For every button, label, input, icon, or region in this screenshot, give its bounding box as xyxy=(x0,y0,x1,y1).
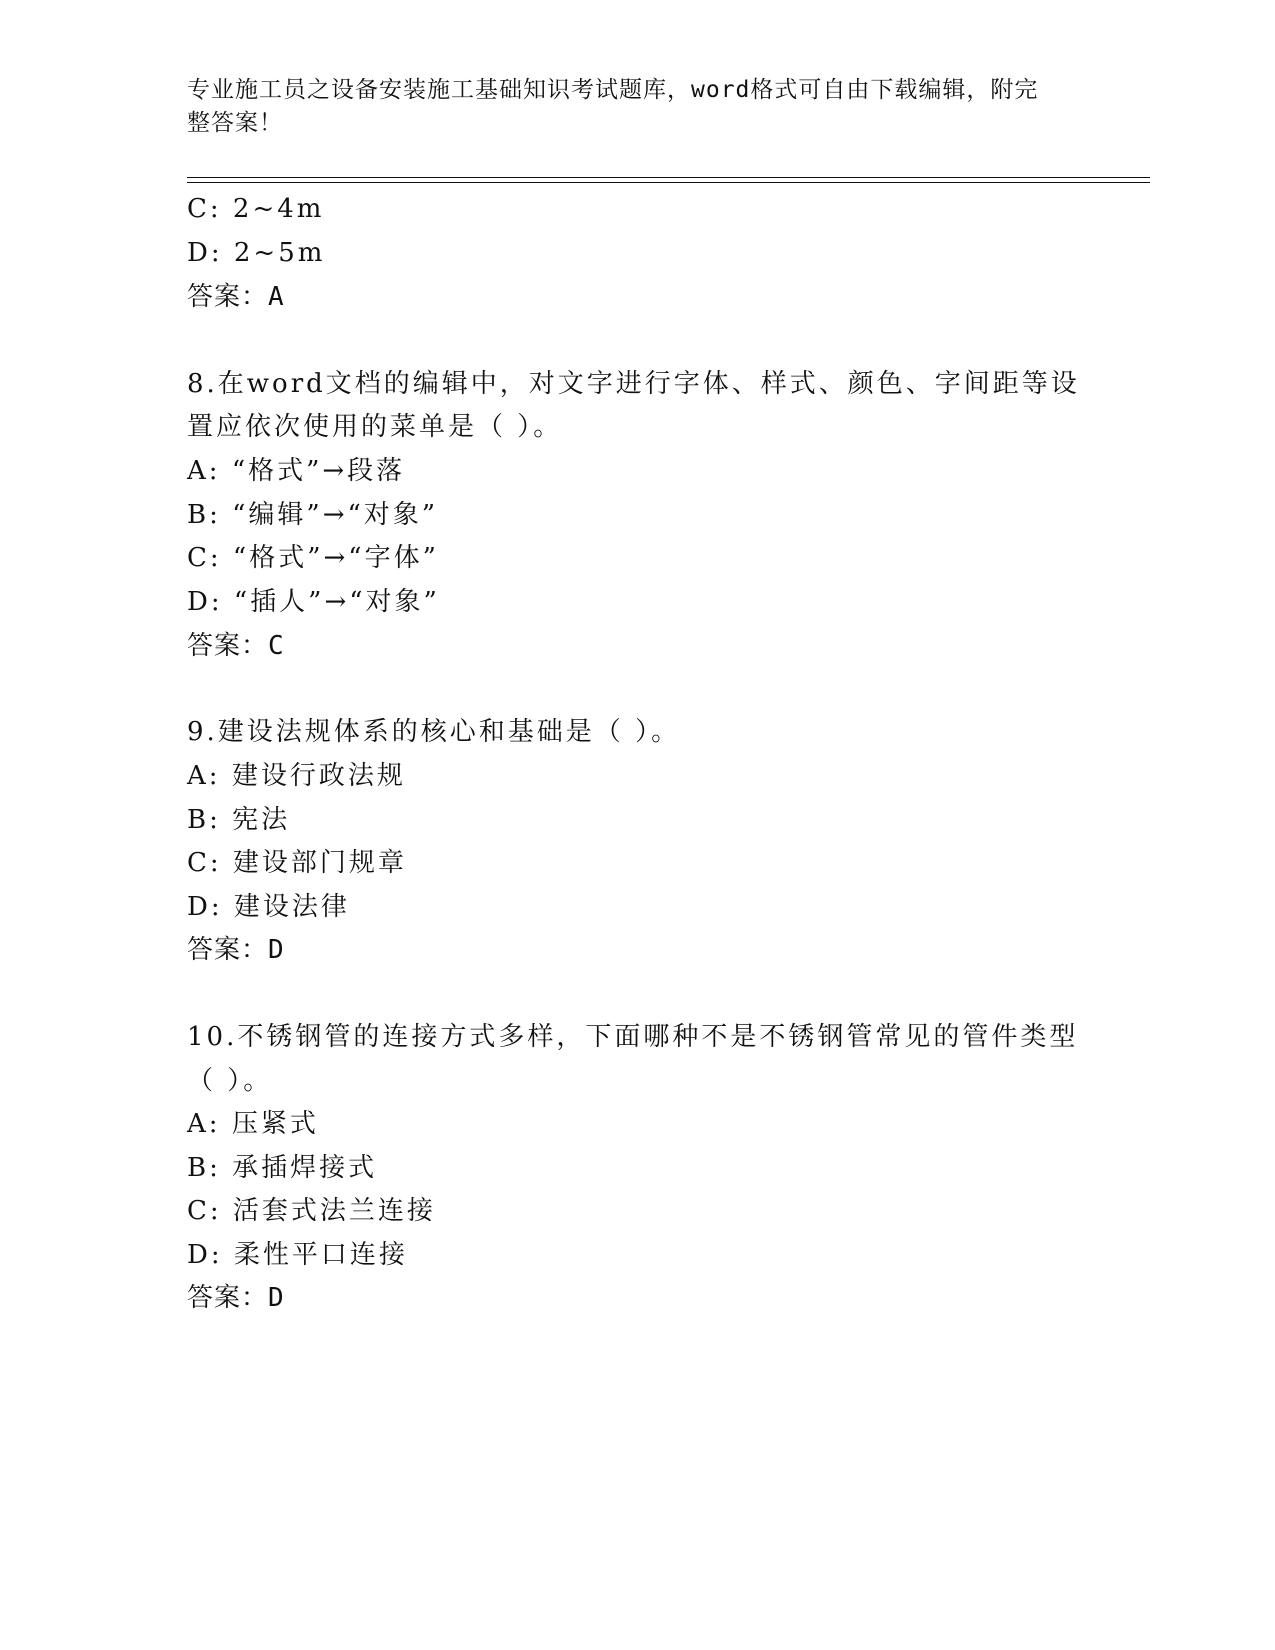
q9-option-d xyxy=(187,890,350,924)
option-text: “插人”→“对象” xyxy=(233,587,440,617)
option-label: A: xyxy=(187,1109,221,1139)
q8-option-c xyxy=(187,541,439,575)
option-label: A: xyxy=(187,761,221,791)
option-label: B: xyxy=(187,805,221,835)
q8-answer xyxy=(187,629,285,663)
q9-option-a xyxy=(187,759,406,793)
option-label: C: xyxy=(187,1196,222,1226)
answer-label: 答案： xyxy=(187,935,269,965)
q10-answer xyxy=(187,1281,285,1315)
option-text: 建设行政法规 xyxy=(231,761,406,791)
option-text: “编辑”→“对象” xyxy=(232,500,439,530)
q9-option-c xyxy=(187,846,407,880)
option-text: 承插焊接式 xyxy=(232,1153,378,1183)
option-label: D: xyxy=(187,892,223,922)
header-divider-bottom xyxy=(187,182,1150,183)
q9-stem-line-1: 9.建设法规体系的核心和基础是（ ）。 xyxy=(187,717,681,747)
option-text: 活套式法兰连接 xyxy=(232,1196,436,1226)
q7-option-d xyxy=(187,236,325,270)
option-label: D: xyxy=(187,238,223,268)
option-text: 2~5m xyxy=(233,238,326,268)
option-label: D: xyxy=(187,1240,223,1270)
q10-option-d xyxy=(187,1238,408,1272)
answer-label: 答案： xyxy=(187,1283,269,1313)
option-label: D: xyxy=(187,587,223,617)
answer-label: 答案： xyxy=(187,282,269,312)
option-text: 宪法 xyxy=(232,805,291,835)
q9-answer xyxy=(187,933,285,967)
option-label: A: xyxy=(187,456,221,486)
option-text: 压紧式 xyxy=(231,1109,319,1139)
option-label: C: xyxy=(187,543,222,573)
answer-value: C xyxy=(268,631,285,661)
answer-value: A xyxy=(268,282,285,312)
option-text: 建设法律 xyxy=(233,892,350,922)
option-text: “格式”→段落 xyxy=(231,456,406,486)
q8-stem-line-2: 置应依次使用的菜单是（ ）。 xyxy=(187,412,563,442)
header-title-line-1: 专业施工员之设备安装施工基础知识考试题库，word格式可自由下载编辑，附完 xyxy=(187,77,1039,103)
q10-stem-line-1: 10.不锈钢管的连接方式多样，下面哪种不是不锈钢管常见的管件类型 xyxy=(187,1022,1079,1052)
option-text: 2~4m xyxy=(232,194,325,224)
q8-option-d xyxy=(187,585,440,619)
option-label: B: xyxy=(187,500,221,530)
option-text: 柔性平口连接 xyxy=(233,1240,408,1270)
q8-option-b xyxy=(187,498,438,532)
q7-answer xyxy=(187,280,285,314)
answer-value: D xyxy=(268,935,285,965)
option-label: B: xyxy=(187,1153,221,1183)
q10-option-a xyxy=(187,1107,319,1141)
answer-value: D xyxy=(268,1283,285,1313)
q10-option-b xyxy=(187,1151,377,1185)
option-label: C: xyxy=(187,194,222,224)
q9-option-b xyxy=(187,803,290,837)
page-header xyxy=(187,74,1077,140)
option-text: “格式”→“字体” xyxy=(232,543,439,573)
q10-option-c xyxy=(187,1194,436,1228)
q8-stem-line-1: 8.在word文档的编辑中，对文字进行字体、样式、颜色、字间距等设 xyxy=(187,369,1080,399)
option-label: C: xyxy=(187,848,222,878)
option-text: 建设部门规章 xyxy=(232,848,407,878)
answer-label: 答案： xyxy=(187,631,269,661)
q7-option-c xyxy=(187,192,324,226)
q8-option-a xyxy=(187,454,405,488)
q10-stem-line-2: （ ）。 xyxy=(187,1066,273,1096)
header-title-line-2: 整答案！ xyxy=(187,110,283,136)
header-divider-top xyxy=(187,177,1150,178)
